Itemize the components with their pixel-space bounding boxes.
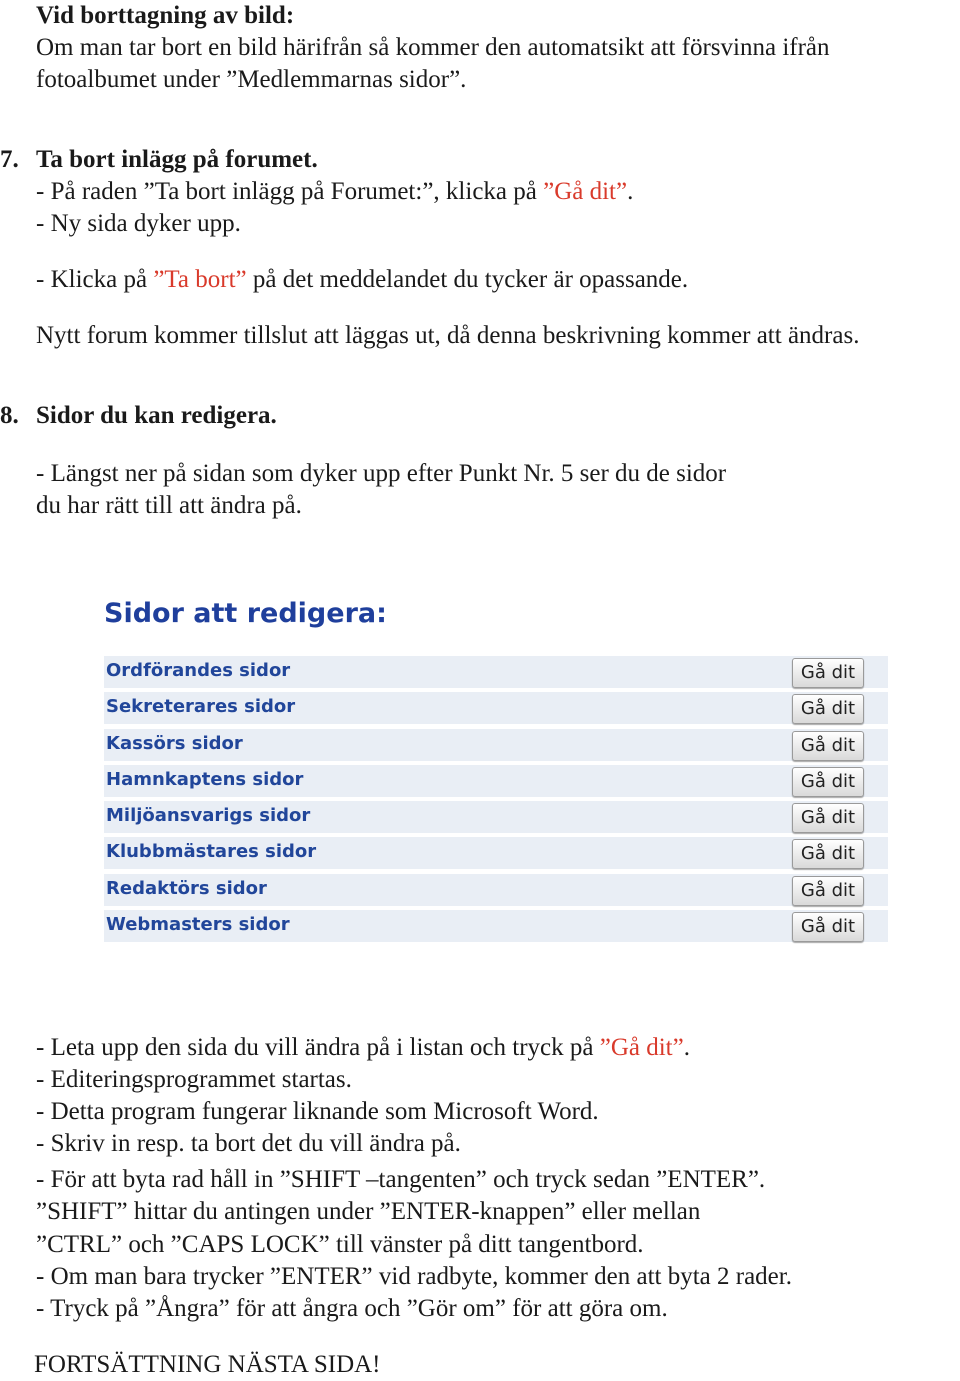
instruction-6: ”SHIFT” hittar du antingen under ”ENTER-knappen” eller mellan <box>36 1198 701 1225</box>
page-row-label: Webmasters sidor <box>106 914 290 936</box>
section-7-step-3 <box>36 264 688 296</box>
page-row <box>104 908 888 944</box>
instruction-1 <box>36 1032 690 1064</box>
ga-dit-button[interactable]: Gå dit <box>792 803 864 833</box>
section-7-number: 7. <box>0 146 19 173</box>
ga-dit-button[interactable]: Gå dit <box>792 876 864 906</box>
instruction-5: - För att byta rad håll in ”SHIFT –tangenten” och tryck sedan ”ENTER”. <box>36 1166 766 1193</box>
instruction-1-text: - Leta upp den sida du vill ändra på i listan och tryck på <box>36 1034 600 1061</box>
removal-text-line-1: Om man tar bort en bild härifrån så kommer den automatsikt att försvinna ifrån <box>36 34 830 61</box>
ga-dit-button[interactable]: Gå dit <box>792 731 864 761</box>
instruction-1-end: . <box>683 1034 690 1061</box>
pages-to-edit-title: Sidor att redigera: <box>104 598 387 629</box>
continued-next-page: FORTSÄTTNING NÄSTA SIDA! <box>34 1351 381 1378</box>
section-8-text-line-1: - Längst ner på sidan som dyker upp efter Punkt Nr. 5 ser du de sidor <box>36 460 727 487</box>
pages-to-edit-screenshot <box>100 590 892 950</box>
page-row-label: Sekreterares sidor <box>106 696 296 718</box>
page-row <box>104 654 888 690</box>
page-row-label: Hamnkaptens sidor <box>106 768 304 790</box>
ga-dit-reference: ”Gå dit” <box>543 178 628 205</box>
instruction-4: - Skriv in resp. ta bort det du vill ändra på. <box>36 1130 461 1157</box>
removal-heading: Vid borttagning av bild: <box>36 2 295 29</box>
instruction-9: - Tryck på ”Ångra” för att ångra och ”Gör om” för att göra om. <box>36 1295 668 1322</box>
page-row-label: Klubbmästares sidor <box>106 841 317 863</box>
ga-dit-button[interactable]: Gå dit <box>792 694 864 724</box>
ga-dit-button[interactable]: Gå dit <box>792 767 864 797</box>
page-row-label: Ordförandes sidor <box>106 660 291 681</box>
step-3-end: på det meddelandet du tycker är opassande. <box>246 266 689 293</box>
page-row <box>104 690 888 726</box>
section-7-step-1 <box>36 176 633 208</box>
page-row <box>104 727 888 763</box>
ta-bort-reference: ”Ta bort” <box>153 266 247 293</box>
page-row <box>104 872 888 908</box>
ga-dit-button[interactable]: Gå dit <box>792 658 864 688</box>
instruction-8: - Om man bara trycker ”ENTER” vid radbyte, kommer den att byta 2 rader. <box>36 1263 792 1290</box>
section-8-number: 8. <box>0 402 19 429</box>
instruction-7: ”CTRL” och ”CAPS LOCK” till vänster på ditt tangentbord. <box>36 1231 644 1258</box>
page-row-label: Kassörs sidor <box>106 732 243 754</box>
instruction-2: - Editeringsprogrammet startas. <box>36 1066 352 1093</box>
page-row-label: Miljöansvarigs sidor <box>106 805 311 827</box>
page-row <box>104 799 888 835</box>
instruction-3: - Detta program fungerar liknande som Microsoft Word. <box>36 1098 599 1125</box>
forum-note: Nytt forum kommer tillslut att läggas ut, då denna beskrivning kommer att ändras. <box>36 322 860 349</box>
step-3-text: - Klicka på <box>36 266 154 293</box>
page-row <box>104 835 888 871</box>
step-1-end: . <box>627 178 634 205</box>
section-7-step-2: - Ny sida dyker upp. <box>36 210 241 237</box>
pages-to-edit-list <box>104 654 888 944</box>
section-8-heading: Sidor du kan redigera. <box>36 402 277 429</box>
step-1-text: - På raden ”Ta bort inlägg på Forumet:”, klicka på <box>36 178 544 205</box>
removal-text-line-2: fotoalbumet under ”Medlemmarnas sidor”. <box>36 66 467 93</box>
section-8-text-line-2: du har rätt till att ändra på. <box>36 492 302 519</box>
section-7-heading: Ta bort inlägg på forumet. <box>36 146 318 173</box>
page-row <box>104 763 888 799</box>
ga-dit-reference-2: ”Gå dit” <box>599 1034 684 1061</box>
ga-dit-button[interactable]: Gå dit <box>792 839 864 869</box>
ga-dit-button[interactable]: Gå dit <box>792 912 864 942</box>
page-row-label: Redaktörs sidor <box>106 877 267 899</box>
